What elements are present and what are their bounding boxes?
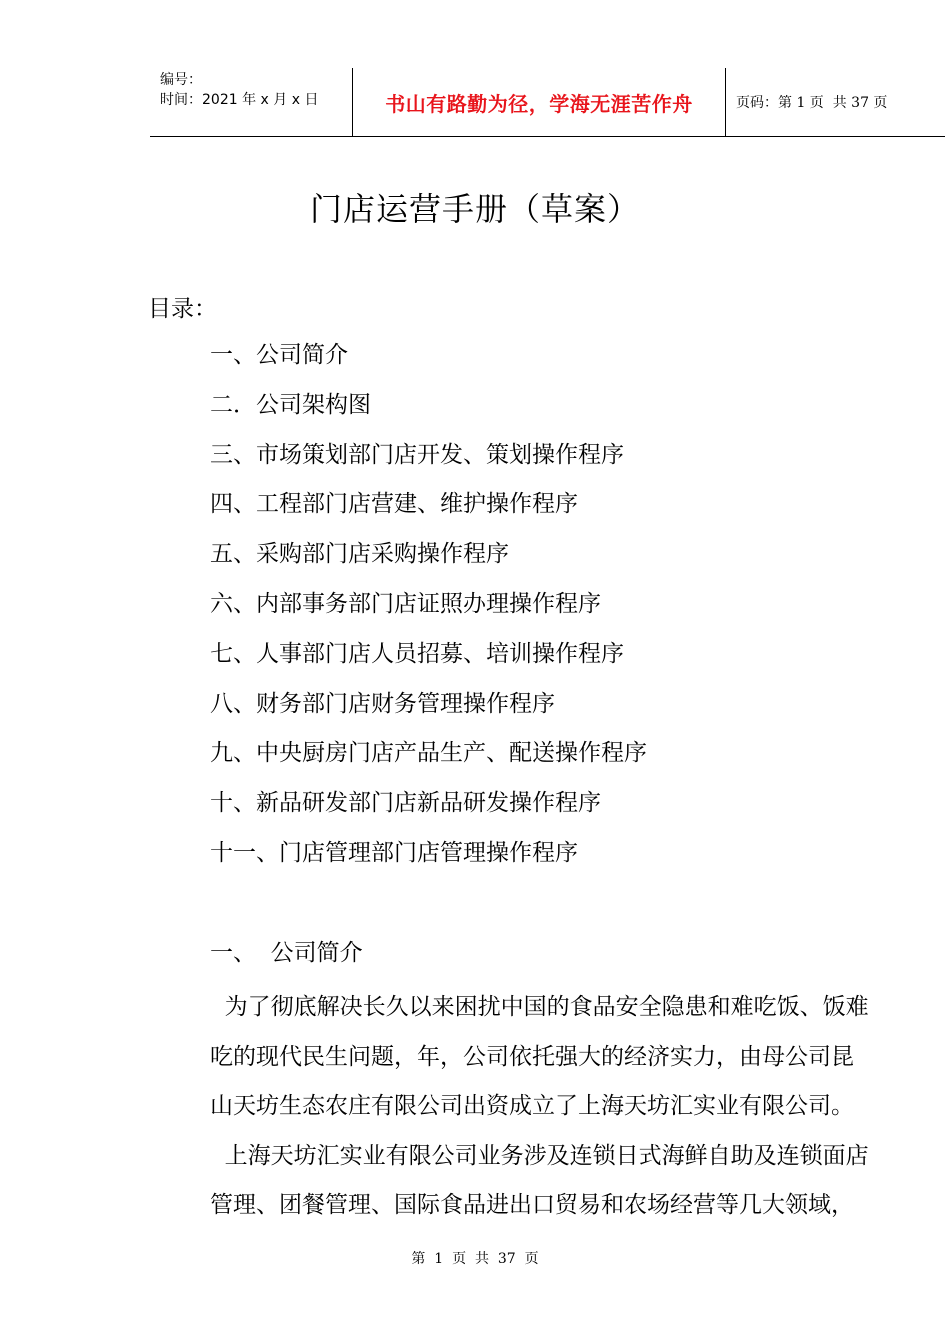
toc-item[interactable]: 一、公司简介 (210, 342, 348, 368)
header-motto-cell (352, 68, 726, 136)
toc-item[interactable]: 五、采购部门店采购操作程序 (210, 541, 509, 568)
header-page-info: 页码：第 1 页 共 37 页 (736, 95, 888, 111)
toc-item[interactable]: 十、新品研发部门店新品研发操作程序 (210, 790, 601, 817)
page-header (150, 68, 945, 137)
toc-item[interactable]: 八、财务部门店财务管理操作程序 (210, 690, 555, 717)
toc-item[interactable]: 四、工程部门店营建、维护操作程序 (210, 491, 578, 518)
toc-item[interactable]: 九、中央厨房门店产品生产、配送操作程序 (210, 740, 647, 767)
toc-heading: 目录： (148, 296, 217, 322)
paragraph-line: 吃的现代民生问题，年，公司依托强大的经济实力，由母公司昆 (210, 1043, 854, 1070)
header-motto: 书山有路勤为径，学海无涯苦作舟 (385, 91, 693, 116)
toc-item[interactable]: 三、市场策划部门店开发、策划操作程序 (210, 441, 624, 468)
header-meta (150, 68, 352, 136)
toc-item[interactable]: 七、人事部门店人员招募、培训操作程序 (210, 640, 624, 667)
document-date-label: 时间：2021 年 x 月 x 日 (160, 92, 319, 108)
paragraph-line: 为了彻底解决长久以来困扰中国的食品安全隐患和难吃饭、饭难 (210, 994, 869, 1020)
table-of-contents (210, 337, 647, 885)
paragraph-line: 上海天坊汇实业有限公司业务涉及连锁日式海鲜自助及连锁面店 (210, 1142, 869, 1169)
toc-item[interactable]: 十一、门店管理部门店管理操作程序 (210, 839, 578, 866)
company-intro-paragraph (210, 983, 945, 1231)
document-number-label: 编号： (160, 72, 202, 88)
paragraph-line: 山天坊生态农庄有限公司出资成立了上海天坊汇实业有限公司。 (210, 1093, 854, 1119)
paragraph-line: 管理、团餐管理、国际食品进出口贸易和农场经营等几大领域， (210, 1192, 854, 1218)
page-footer: 第 1 页 共 37 页 (411, 1251, 539, 1267)
toc-item[interactable]: 六、内部事务部门店证照办理操作程序 (210, 590, 601, 617)
toc-item[interactable]: 二．公司架构图 (210, 391, 371, 418)
document-title: 门店运营手册（草案） (309, 190, 640, 228)
section-heading-company-intro: 一、 公司简介 (210, 940, 363, 966)
